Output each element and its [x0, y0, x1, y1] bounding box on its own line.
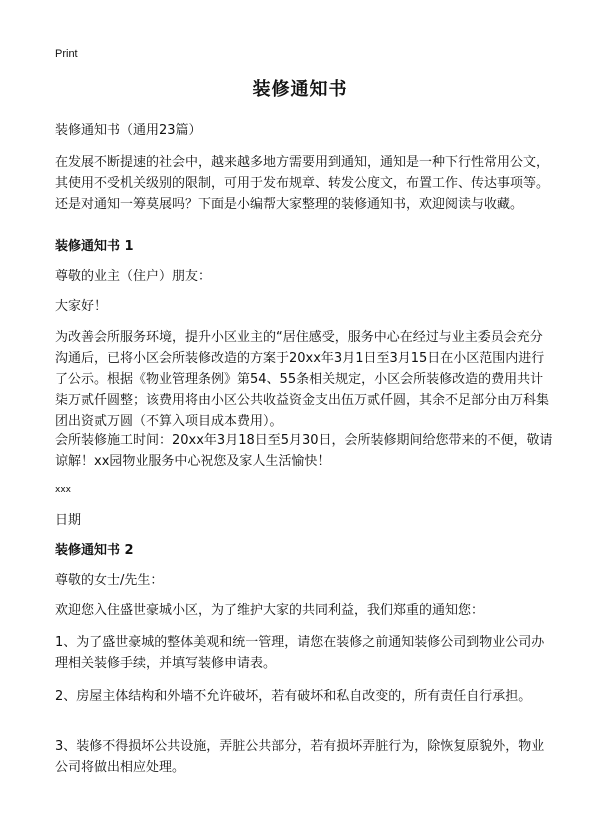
- section-1-paragraph-2: 会所装修施工时间：20xx年3月18日至5月30日，会所装修期间给您带来的不便，敬请谅解！xx园物业服务中心祝您及家人生活愉快！: [55, 433, 553, 469]
- section-1-heading: 装修通知书 1: [55, 239, 134, 254]
- section-2-heading: 装修通知书 2: [55, 543, 134, 558]
- document-title: 装修通知书: [252, 79, 348, 100]
- section-1-date-label: 日期: [55, 513, 82, 528]
- section-1-signature: xxx: [55, 485, 71, 495]
- section-2-item-2: 2、房屋主体结构和外墙不允许破坏，若有破坏和私自改变的，所有责任自行承担。: [55, 689, 532, 704]
- section-2-salutation: 尊敬的女士/先生：: [55, 573, 164, 588]
- document-subtitle: 装修通知书（通用23篇）: [55, 123, 202, 138]
- print-label[interactable]: Print: [55, 48, 78, 60]
- section-1-greeting: 大家好！: [55, 299, 108, 314]
- section-1-paragraph-1: 为改善会所服务环境，提升小区业主的“居住感受，服务中心在经过与业主委员会充分沟通后，已将小区会所装修改造的方案于20xx年3月1日至3月15日在小区范围内进行了公示。根据《物业管理条例》第54、55条相关规定，小区会所装修改造的费用共计柒万贰仟圆整；该费用将由小区公共收益资金支出伍万贰仟圆，其余不足部分由万科集团出资贰万圆（不算入项目成本费用）。: [55, 330, 550, 429]
- section-2-item-1: 1、为了盛世豪城的整体美观和统一管理，请您在装修之前通知装修公司到物业公司办理相关装修手续，并填写装修申请表。: [55, 635, 545, 671]
- section-2-welcome: 欢迎您入住盛世豪城小区，为了维护大家的共同利益，我们郑重的通知您：: [55, 603, 485, 618]
- section-1-salutation: 尊敬的业主（住户）朋友：: [55, 269, 212, 284]
- section-2-item-3: 3、装修不得损坏公共设施，弄脏公共部分，若有损坏弄脏行为，除恢复原貌外，物业公司将做出相应处理。: [55, 739, 545, 775]
- intro-paragraph: 在发展不断提速的社会中，越来越多地方需要用到通知，通知是一种下行性常用公文，其使用不受机关级别的限制，可用于发布规章、转发公度文，布置工作、传达事项等。还是对通知一筹莫展吗？下面是小编帮大家整理的装修通知书，欢迎阅读与收藏。: [55, 155, 550, 212]
